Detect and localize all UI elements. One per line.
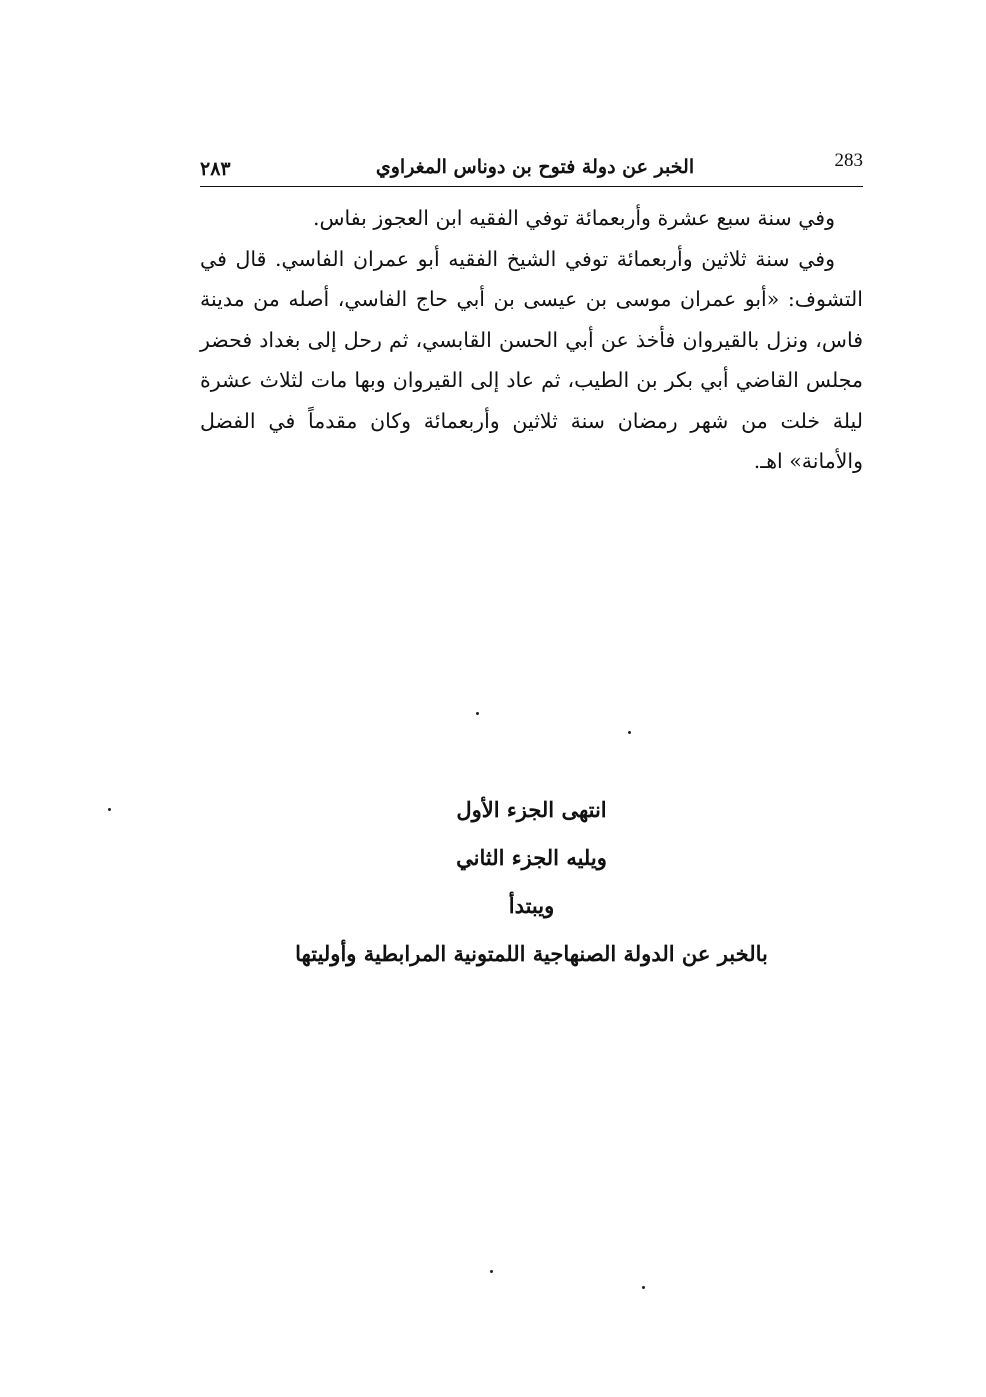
page-number-latin: 283 (834, 150, 863, 171)
page-header (200, 150, 863, 190)
volume-colophon (200, 786, 863, 978)
scan-speck (628, 731, 631, 734)
running-title: الخبر عن دولة فتوح بن دوناس المغراوي (375, 156, 695, 178)
colophon-line-next-volume: ويليه الجزء الثاني (456, 845, 607, 870)
scan-speck (490, 1270, 493, 1273)
colophon-line-end-volume: انتهى الجزء الأول (456, 797, 607, 822)
colophon-line-begins: ويبتدأ (508, 893, 555, 918)
header-rule (200, 186, 863, 187)
paragraph: وفي سنة سبع عشرة وأربعمائة توفي الفقيه ابن العجوز بفاس. (313, 206, 835, 230)
scan-speck (642, 1286, 645, 1289)
page-number-arabic: ٢٨٣ (200, 158, 231, 180)
body-text (200, 198, 863, 482)
colophon-line-subject: بالخبر عن الدولة الصنهاجية اللمتونية المرابطية وأوليتها (295, 941, 768, 966)
scan-speck (476, 712, 479, 715)
scan-speck (108, 808, 111, 811)
paragraph: وفي سنة ثلاثين وأربعمائة توفي الشيخ الفقيه أبو عمران الفاسي. قال في التشوف: «أبو عمران موسى بن عيسى بن أبي حاج الفاسي، أصله من مدينة فاس، ونزل بالقيروان فأخذ عن أبي الحسن القابسي، ثم رحل إلى بغداد فحضر مجلس القاضي أبي بكر بن الطيب، ثم عاد إلى القيروان وبها مات لثلاث عشرة ليلة خلت من شهر رمضان سنة ثلاثين وأربعمائة وكان مقدماً في الفضل والأمانة» اهـ. (200, 246, 863, 473)
